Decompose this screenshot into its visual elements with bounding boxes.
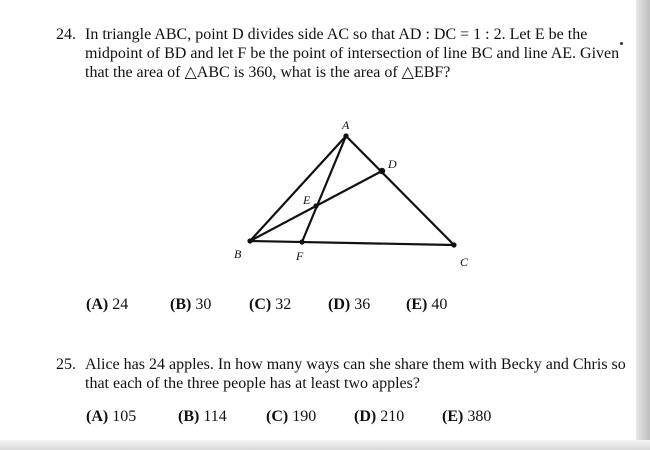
point-d [379,168,385,174]
choice-b: (B) 30 [170,296,212,313]
problem-number: 25. [56,356,76,373]
triangle-figure [222,108,482,268]
point-b [247,238,252,243]
label-b: B [234,247,242,261]
scan-edge-right [636,0,650,450]
choice-e: (E) 380 [442,408,492,425]
point-a [343,133,348,138]
label-a: A [342,118,350,132]
choice-d: (D) 210 [354,408,405,425]
point-c [451,242,456,247]
choice-a: (A) 24 [86,296,129,313]
side-ab [250,136,346,241]
problem-text: In triangle ABC, point D divides side AC so that AD : DC = 1 : 2. Let E be the midpoint of BD and let F be the point of intersection of line BC and line AE. Given that the area of △ABC is 360, what is the area of △EBF? [85,26,620,81]
side-bc [250,241,454,245]
choice-b: (B) 114 [178,408,227,425]
label-e: E [303,193,311,207]
problem-number: 24. [56,26,76,43]
segment-af [302,136,346,242]
problem-text: Alice has 24 apples. In how many ways can she share them with Becky and Chris so that each of the three people has at least two apples? [85,356,626,392]
choice-e: (E) 40 [406,296,448,313]
choice-c: (C) 32 [249,296,292,313]
label-f: F [296,249,304,263]
choice-c: (C) 190 [266,408,317,425]
choice-d: (D) 36 [328,296,371,313]
problem-25 [56,355,628,393]
point-f [299,239,304,244]
label-d: D [388,157,397,171]
choice-a: (A) 105 [86,408,137,425]
label-c: C [460,255,469,268]
point-e [313,203,318,208]
problem-24 [56,25,628,82]
triangle-diagram [222,108,482,268]
scan-edge-bottom [0,440,650,450]
side-ac [346,136,454,245]
